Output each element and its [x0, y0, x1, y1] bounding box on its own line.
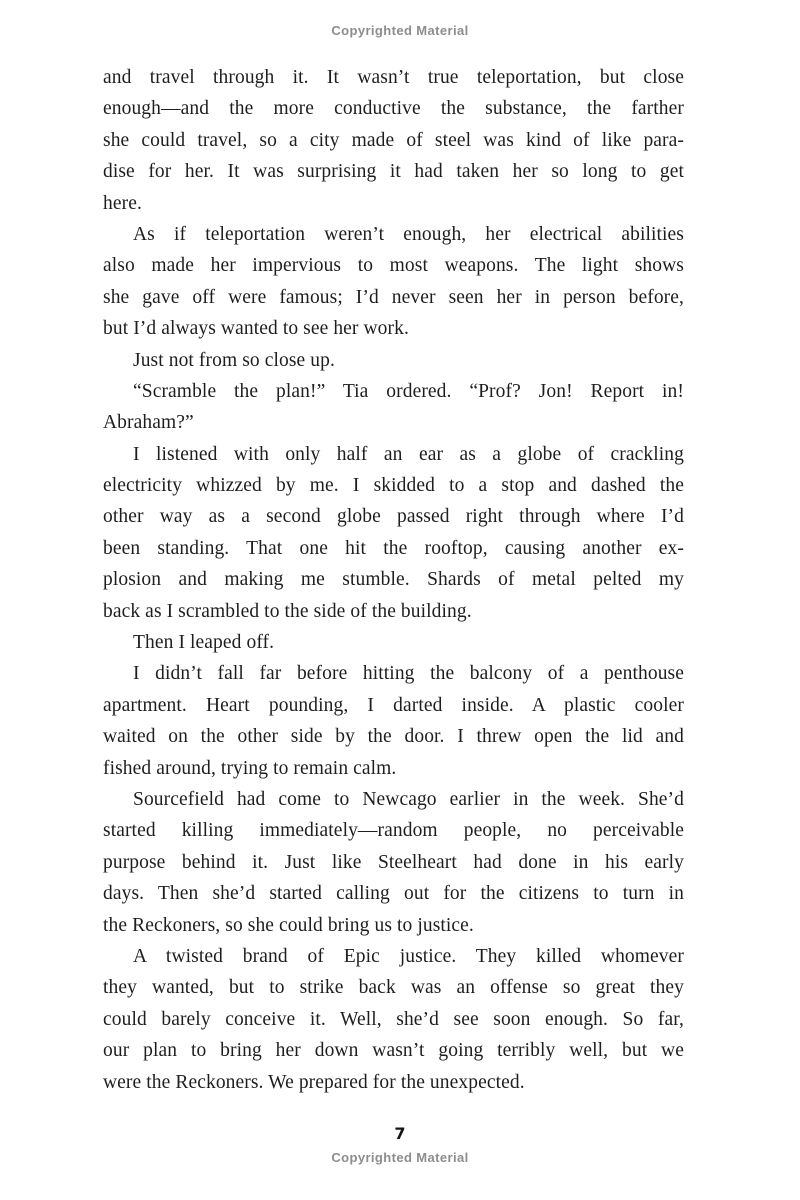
body-line: our plan to bring her down wasn’t going terribly well, but we — [103, 1040, 684, 1062]
body-line: the Reckoners, so she could bring us to justice. — [103, 914, 474, 936]
body-line: plosion and making me stumble. Shards of metal pelted my — [103, 569, 684, 591]
body-line: waited on the other side by the door. I threw open the lid and — [103, 726, 684, 748]
body-line: started killing immediately—random people, no perceivable — [103, 820, 684, 842]
body-line: days. Then she’d started calling out for the citizens to turn in — [103, 883, 684, 905]
body-line: “Scramble the plan!” Tia ordered. “Prof? Jon! Report in! — [133, 380, 684, 402]
body-line: here. — [103, 192, 142, 214]
body-line: were the Reckoners. We prepared for the unexpected. — [103, 1071, 525, 1093]
body-line: Abraham?” — [103, 412, 194, 434]
body-line: Just not from so close up. — [133, 349, 335, 371]
body-line: I didn’t fall far before hitting the balcony of a penthouse — [133, 663, 684, 685]
body-line: but I’d always wanted to see her work. — [103, 318, 409, 340]
body-text — [103, 62, 684, 1098]
body-line: also made her impervious to most weapons. The light shows — [103, 255, 684, 277]
body-line: and travel through it. It wasn’t true teleportation, but close — [103, 67, 684, 88]
page-number: 7 — [394, 1124, 406, 1143]
body-line: they wanted, but to strike back was an offense so great they — [103, 977, 684, 999]
body-line: As if teleportation weren’t enough, her electrical abilities — [133, 223, 684, 245]
body-line: could barely conceive it. Well, she’d see soon enough. So far, — [103, 1008, 684, 1030]
body-line: Sourcefield had come to Newcago earlier in the week. She’d — [133, 788, 684, 810]
body-line: electricity whizzed by me. I skidded to a stop and dashed the — [103, 475, 684, 497]
body-line: been standing. That one hit the rooftop, causing another ex- — [103, 537, 684, 559]
body-line: enough—and the more conductive the substance, the farther — [103, 98, 684, 120]
copyright-watermark-top: Copyrighted Material — [331, 23, 469, 38]
copyright-watermark-bottom: Copyrighted Material — [331, 1150, 469, 1165]
body-line: she gave off were famous; I’d never seen her in person before, — [103, 286, 684, 308]
body-line: fished around, trying to remain calm. — [103, 757, 397, 779]
body-line: back as I scrambled to the side of the building. — [103, 600, 472, 622]
body-line: purpose behind it. Just like Steelheart had done in his early — [103, 851, 684, 873]
body-line: A twisted brand of Epic justice. They killed whomever — [133, 945, 684, 967]
body-line: Then I leaped off. — [133, 632, 275, 654]
body-line: dise for her. It was surprising it had taken her so long to get — [103, 161, 684, 183]
body-line: she could travel, so a city made of steel was kind of like para- — [103, 129, 684, 151]
body-line: apartment. Heart pounding, I darted inside. A plastic cooler — [103, 694, 684, 716]
body-line: I listened with only half an ear as a globe of crackling — [133, 443, 684, 465]
body-line: other way as a second globe passed right through where I’d — [103, 506, 684, 528]
